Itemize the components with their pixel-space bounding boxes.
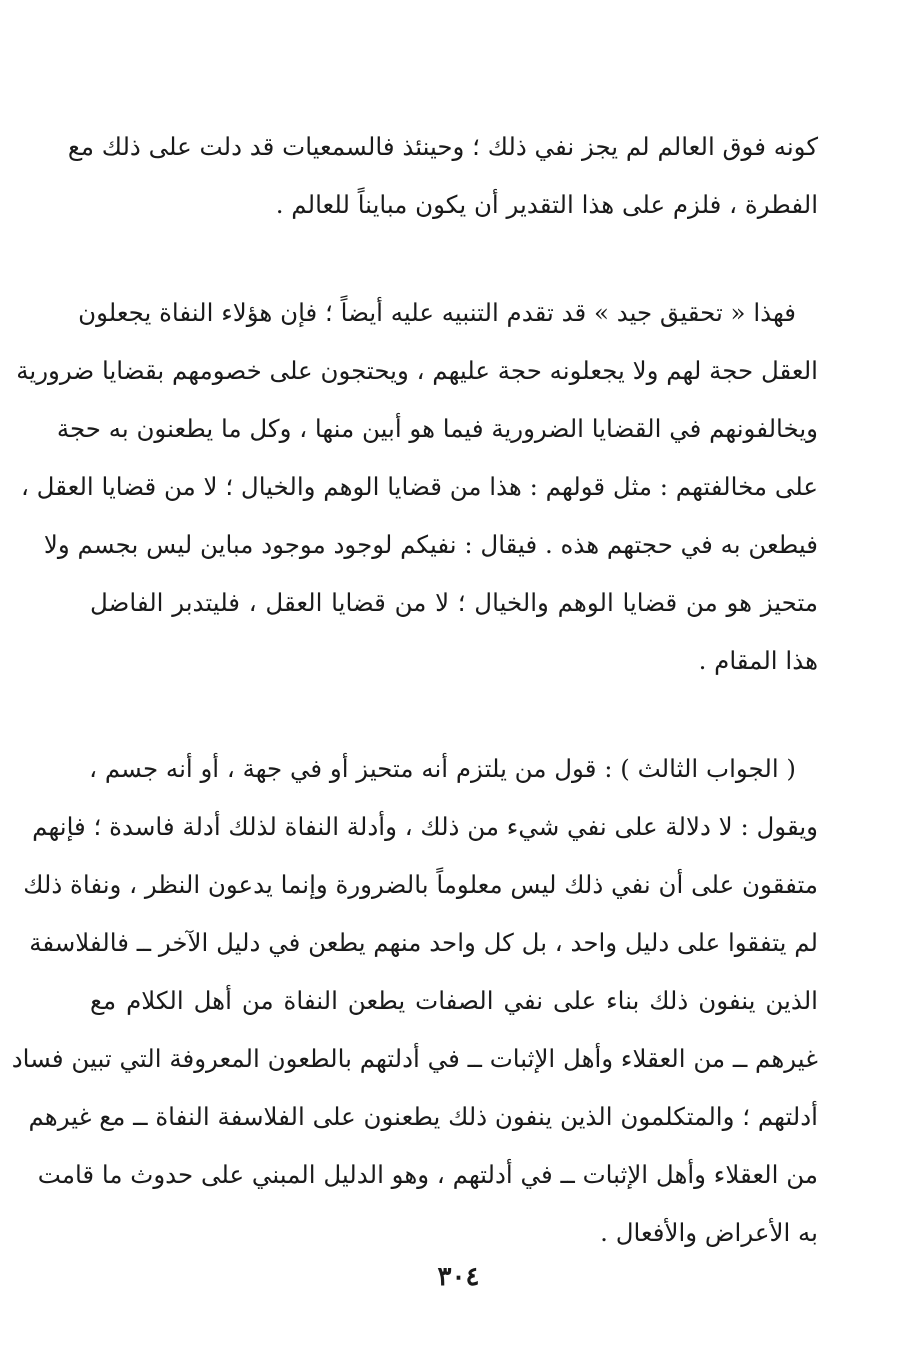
text-line: متفقون على أن نفي ذلك ليس معلوماً بالضرورة وإنما يدعون النظر ، ونفاة ذلك: [23, 870, 818, 899]
text-line: متحيز هو من قضايا الوهم والخيال ؛ لا من قضايا العقل ، فليتدبر الفاضل: [90, 588, 818, 617]
text-line: على مخالفتهم : مثل قولهم : هذا من قضايا الوهم والخيال ؛ لا من قضايا العقل ،: [20, 472, 818, 501]
paragraph-3: [11, 740, 818, 1262]
paragraph-1: [67, 118, 818, 234]
text-line: غيرهم ــ من العقلاء وأهل الإثبات ــ في أدلتهم بالطعون المعروفة التي تبين فساد: [11, 1044, 818, 1073]
page-number: ٣٠٤: [437, 1262, 480, 1292]
text-line: ويخالفونهم في القضايا الضرورية فيما هو أبين منها ، وكل ما يطعنون به حجة: [56, 414, 818, 443]
paragraph-gap: [90, 690, 818, 740]
text-line: فيطعن به في حجتهم هذه . فيقال : نفيكم لوجود موجود مباين ليس بجسم ولا: [43, 530, 818, 559]
paragraph-gap: [90, 234, 818, 284]
text-line: ( الجواب الثالث ) : قول من يلتزم أنه متحيز أو في جهة ، أو أنه جسم ،: [89, 754, 796, 783]
text-line: كونه فوق العالم لم يجز نفي ذلك ؛ وحينئذ فالسمعيات قد دلت على ذلك مع: [67, 132, 818, 161]
text-line: فهذا « تحقيق جيد » قد تقدم التنبيه عليه أيضاً ؛ فإن هؤلاء النفاة يجعلون: [78, 298, 796, 327]
text-line: به الأعراض والأفعال .: [600, 1218, 818, 1247]
text-line: الذين ينفون ذلك بناء على نفي الصفات يطعن النفاة من أهل الكلام مع: [90, 986, 818, 1015]
text-line: هذا المقام .: [698, 646, 818, 675]
text-line: من العقلاء وأهل الإثبات ــ في أدلتهم ، وهو الدليل المبني على حدوث ما قامت: [37, 1160, 818, 1189]
page-body: [11, 118, 818, 1262]
text-line: العقل حجة لهم ولا يجعلونه حجة عليهم ، ويحتجون على خصومهم بقضايا ضرورية: [16, 356, 818, 385]
paragraph-2: [16, 284, 818, 690]
text-line: أدلتهم ؛ والمتكلمون الذين ينفون ذلك يطعنون على الفلاسفة النفاة ــ مع غيرهم: [28, 1102, 818, 1131]
text-line: الفطرة ، فلزم على هذا التقدير أن يكون مبايناً للعالم .: [275, 190, 818, 219]
text-line: لم يتفقوا على دليل واحد ، بل كل واحد منهم يطعن في دليل الآخر ــ فالفلاسفة: [29, 928, 818, 957]
text-line: ويقول : لا دلالة على نفي شيء من ذلك ، وأدلة النفاة لذلك أدلة فاسدة ؛ فإنهم: [32, 812, 818, 841]
